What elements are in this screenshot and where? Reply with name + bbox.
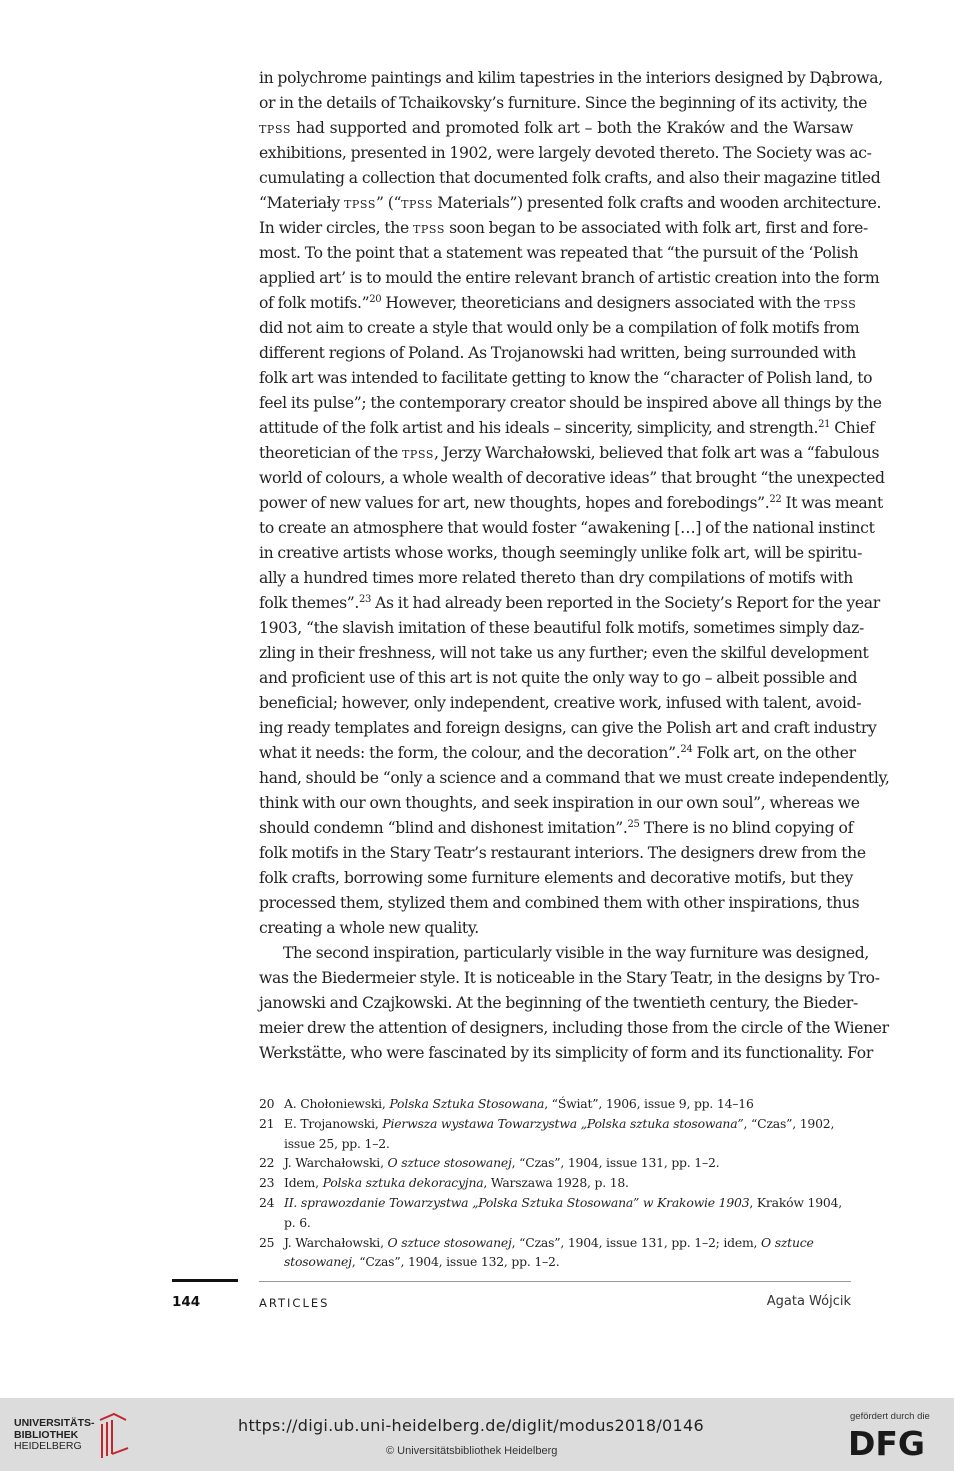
- text-line: different regions of Poland. As Trojanowski had written, being surrounded with: [259, 344, 856, 362]
- footnote-title: Polska sztuka dekoracyjna: [322, 1175, 484, 1191]
- footnote-22: [259, 1153, 853, 1173]
- dfg-logo-text: DFG: [848, 1424, 926, 1463]
- text-fragment: , Jerzy Warchałowski, believed that folk art was a “fabulous: [434, 444, 880, 462]
- footnote-text: [284, 1094, 853, 1114]
- abbr-tpss: TPSS: [824, 298, 857, 311]
- footer-rule-accent: [172, 1279, 238, 1282]
- text-fragment: There is no blind copying of: [639, 819, 853, 837]
- viewer-footer: [0, 1398, 954, 1471]
- abbr-tpss: TPSS: [412, 223, 445, 236]
- text-line: did not aim to create a style that would only be a compilation of folk motifs from: [259, 319, 860, 337]
- text-line: cumulating a collection that documented folk crafts, and also their magazine titled: [259, 169, 881, 187]
- text-line: creating a whole new quality.: [259, 919, 479, 937]
- footnote-text: [284, 1233, 853, 1273]
- text-line: Werkstätte, who were fascinated by its simplicity of form and its functionality. For: [259, 1044, 873, 1062]
- library-name-line: UNIVERSITÄTS-: [14, 1417, 95, 1429]
- section-label: ARTICLES: [259, 1296, 330, 1310]
- library-name-line: BIBLIOTHEK: [14, 1428, 79, 1441]
- text-line: think with our own thoughts, and seek inspiration in our own soul”, whereas we: [259, 794, 860, 812]
- footnote-fragment: E. Trojanowski,: [284, 1115, 383, 1131]
- text-line: [259, 816, 853, 841]
- footer-rule: [259, 1281, 851, 1282]
- text-line: in polychrome paintings and kilim tapestries in the interiors designed by Dąbrowa,: [259, 69, 883, 87]
- text-fragment: should condemn “blind and dishonest imitation”.: [259, 819, 628, 837]
- funding-label: gefördert durch die: [850, 1411, 930, 1422]
- text-fragment: It was meant: [781, 494, 883, 512]
- footnote-title: O sztuce stosowanej: [387, 1234, 512, 1250]
- text-line: zling in their freshness, will not take us any further; even the skilful development: [259, 644, 869, 662]
- footnote-24: [259, 1193, 853, 1233]
- text-line: [259, 116, 853, 141]
- text-fragment: theoretician of the: [259, 444, 402, 462]
- text-fragment: power of new values for art, new thoughts, hopes and forebodings”.: [259, 494, 770, 512]
- text-line: janowski and Czajkowski. At the beginning of the twentieth century, the Bieder-: [259, 994, 858, 1012]
- text-line: in creative artists whose works, though seemingly unlike folk art, will be spiritu-: [259, 544, 862, 562]
- text-fragment: what it needs: the form, the colour, and the decoration”.: [259, 744, 681, 762]
- abbr-tpss: TPSS: [343, 198, 376, 211]
- abbr-tpss: TPSS: [259, 123, 292, 136]
- text-line: ally a hundred times more related thereto than dry compilations of motifs with: [259, 569, 853, 587]
- footnote-number: 24: [259, 1194, 275, 1210]
- footnote-number: 21: [259, 1115, 275, 1131]
- footnote-23: [259, 1173, 853, 1193]
- footnote-title: O sztuce stosowanej: [284, 1234, 814, 1270]
- text-line: and proficient use of this art is not quite the only way to go – albeit possible and: [259, 669, 858, 687]
- text-line: [259, 491, 883, 516]
- text-fragment: attitude of the folk artist and his ideals – sincerity, simplicity, and strength.: [259, 419, 819, 437]
- text-fragment: had supported and promoted folk art – both the Kraków and the Warsaw: [291, 119, 853, 137]
- library-mark-icon: [96, 1410, 132, 1462]
- text-line: meier drew the attention of designers, including those from the circle of the Wiener: [259, 1019, 889, 1037]
- footnote-title: Pierwsza wystawa Towarzystwa „Polska sztuka stosowana”: [382, 1115, 744, 1131]
- text-line: [259, 216, 868, 241]
- abbr-tpss: TPSS: [401, 198, 434, 211]
- library-logo[interactable]: [14, 1418, 95, 1453]
- footnote-fragment: , “Czas”, 1902, issue 25, pp. 1–2.: [284, 1115, 835, 1151]
- text-fragment: Materials”) presented folk crafts and wooden architecture.: [433, 194, 882, 212]
- text-fragment: As it had already been reported in the Society’s Report for the year: [371, 594, 880, 612]
- footnote-number: 22: [259, 1155, 275, 1171]
- footnote-ref-23[interactable]: 23: [359, 593, 372, 605]
- footnote-number: 23: [259, 1175, 275, 1191]
- footnote-20: [259, 1094, 853, 1114]
- footnote-fragment: Idem,: [284, 1175, 323, 1191]
- footnote-fragment: , “Czas”, 1904, issue 132, pp. 1–2.: [351, 1254, 560, 1270]
- text-fragment: folk themes”.: [259, 594, 359, 612]
- text-line: was the Biedermeier style. It is noticeable in the Stary Teatr, in the designs by Tro-: [259, 969, 880, 987]
- text-fragment: In wider circles, the: [259, 219, 413, 237]
- text-line: or in the details of Tchaikovsky’s furniture. Since the beginning of its activity, the: [259, 94, 868, 112]
- page-number: 144: [172, 1294, 201, 1310]
- footnote-ref-21[interactable]: 21: [818, 418, 831, 430]
- text-fragment: of folk motifs.”: [259, 294, 370, 312]
- abbr-tpss: TPSS: [402, 448, 435, 461]
- footnote-fragment: , Kraków 1904, p. 6.: [284, 1194, 843, 1230]
- text-fragment: “Materiały: [259, 194, 344, 212]
- footnote-title: Polska Sztuka Stosowana: [389, 1096, 545, 1111]
- text-line: [259, 591, 880, 616]
- text-line: folk crafts, borrowing some furniture elements and decorative motifs, but they: [259, 869, 853, 887]
- text-line: [259, 191, 882, 216]
- text-line: applied art’ is to mould the entire relevant branch of artistic creation into the form: [259, 269, 880, 287]
- footnotes: [259, 1094, 853, 1272]
- footnote-ref-24[interactable]: 24: [680, 743, 693, 755]
- text-line: to create an atmosphere that would foster “awakening […] of the national instinct: [259, 519, 875, 537]
- text-fragment: Chief: [830, 419, 875, 437]
- dfg-logo-icon[interactable]: [848, 1424, 942, 1463]
- footnote-text: [284, 1114, 853, 1154]
- text-fragment: soon began to be associated with folk art, first and fore-: [444, 219, 868, 237]
- footnote-fragment: , “Czas”, 1904, issue 131, pp. 1–2; idem,: [511, 1234, 761, 1250]
- footnote-fragment: A. Chołoniewski,: [284, 1096, 390, 1111]
- library-name-line: HEIDELBERG: [14, 1440, 82, 1452]
- text-line: processed them, stylized them and combined them with other inspirations, thus: [259, 894, 860, 912]
- text-line: [259, 741, 856, 766]
- footnote-title: O sztuce stosowanej: [387, 1155, 512, 1171]
- text-fragment: Folk art, on the other: [692, 744, 856, 762]
- text-line: [259, 291, 857, 316]
- footnote-fragment: , “Czas”, 1904, issue 131, pp. 1–2.: [511, 1155, 720, 1171]
- text-line: folk motifs in the Stary Teatr’s restaurant interiors. The designers drew from the: [259, 844, 866, 862]
- footnote-fragment: J. Warchałowski,: [284, 1234, 388, 1250]
- text-line: exhibitions, presented in 1902, were largely devoted thereto. The Society was ac-: [259, 144, 872, 162]
- footnote-text: [284, 1153, 853, 1173]
- author-name: Agata Wójcik: [766, 1294, 851, 1309]
- footnote-fragment: J. Warchałowski,: [284, 1155, 388, 1171]
- copyright-notice: © Universitätsbibliothek Heidelberg: [386, 1445, 558, 1457]
- text-line: hand, should be “only a science and a command that we must create independently,: [259, 769, 890, 787]
- footnote-25: [259, 1233, 853, 1273]
- footnote-ref-22[interactable]: 22: [769, 493, 782, 505]
- footnote-text: [284, 1193, 853, 1233]
- article-body: [259, 66, 890, 1066]
- footnote-text: [284, 1173, 853, 1193]
- text-line: beneficial; however, only independent, creative work, infused with talent, avoid-: [259, 694, 862, 712]
- text-line: [259, 441, 880, 466]
- footnote-fragment: , Warszawa 1928, p. 18.: [483, 1175, 629, 1191]
- text-line: 1903, “the slavish imitation of these beautiful folk motifs, sometimes simply daz-: [259, 619, 864, 637]
- footnote-ref-25[interactable]: 25: [627, 818, 640, 830]
- footnote-ref-20[interactable]: 20: [369, 293, 382, 305]
- footnote-21: [259, 1114, 853, 1154]
- permalink-url[interactable]: https://digi.ub.uni-heidelberg.de/diglit/modus2018/0146: [238, 1416, 704, 1435]
- text-line: feel its pulse”; the contemporary creator should be inspired above all things by the: [259, 394, 882, 412]
- text-line: ing ready templates and foreign designs, can give the Polish art and craft industry: [259, 719, 877, 737]
- text-fragment: ” (“: [375, 194, 402, 212]
- footnote-fragment: , “Świat”, 1906, issue 9, pp. 14–16: [544, 1096, 754, 1111]
- text-line: [259, 416, 875, 441]
- text-line: folk art was intended to facilitate getting to know the “character of Polish land, to: [259, 369, 873, 387]
- footnote-number: 25: [259, 1234, 275, 1250]
- text-line: world of colours, a whole wealth of decorative ideas” that brought “the unexpected: [259, 469, 885, 487]
- paragraph-start-line: The second inspiration, particularly visible in the way furniture was designed,: [283, 944, 869, 962]
- text-fragment: However, theoreticians and designers associated with the: [381, 294, 825, 312]
- footnote-title: II. sprawozdanie Towarzystwa „Polska Sztuka Stosowana” w Krakowie 1903: [284, 1194, 750, 1210]
- text-line: most. To the point that a statement was repeated that “the pursuit of the ‘Polish: [259, 244, 859, 262]
- footnote-number: 20: [259, 1096, 275, 1111]
